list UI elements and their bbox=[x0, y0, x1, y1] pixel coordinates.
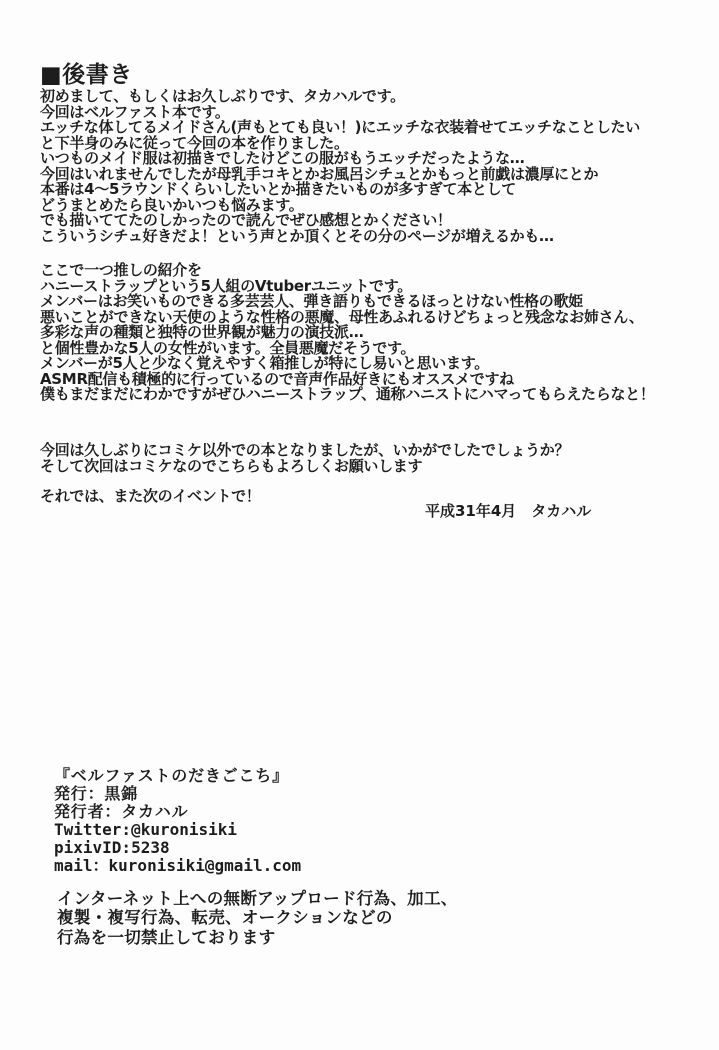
text-line: 初めまして、もしくはお久しぶりです、タカハルです。 bbox=[40, 87, 405, 105]
colophon-block bbox=[54, 767, 301, 875]
book-title: 『ベルファストのだきごこち』 bbox=[54, 766, 289, 785]
date-signature: 平成31年4月 タカハル bbox=[425, 502, 592, 520]
text-line: 今回はいれませんでしたが母乳手コキとかお風呂シチュとかもっと前戯は濃厚にとか bbox=[40, 164, 599, 183]
text-line: でも描いててたのしかったので読んでぜひ感想とかください！ bbox=[40, 211, 452, 229]
text-line: そして次回はコミケなのでこちらもよろしくお願いします bbox=[40, 456, 423, 475]
afterword-paragraph-3-closing-remarks bbox=[40, 443, 569, 474]
text-line: 行為を一切禁止しております bbox=[57, 927, 276, 947]
text-line: いつものメイド服は初描きでしたけどこの服がもうエッチだったような… bbox=[40, 149, 525, 167]
text-line: 本番は4～5ラウンドくらいしたいとか描きたいものが多すぎて本として bbox=[40, 180, 516, 198]
text-line: と個性豊かな5人の女性がいます。全員悪魔だそうです。 bbox=[40, 338, 416, 357]
publisher-line: 発行：黒錦 bbox=[54, 784, 139, 803]
twitter-line: Twitter:@kuronisiki bbox=[54, 820, 238, 839]
text-line: 悪いことができない天使のような性格の悪魔、母性あふれるけどちょっと残念なお姉さん、 bbox=[40, 307, 644, 326]
text-line: エッチな体してるメイドさん(声もとても良い！)にエッチな衣装着せてエッチなことしたい bbox=[40, 118, 640, 136]
text-line: 今回は久しぶりにコミケ以外での本となりましたが、いかがでしたでしょうか？ bbox=[40, 441, 570, 459]
text-line: 多彩な声の種類と独特の世界観が魅力の演技派… bbox=[40, 323, 364, 341]
text-line: メンバーが5人と少なく覚えやすく箱推しが特にし易いと思います。 bbox=[40, 354, 489, 372]
afterword-paragraph-2-vtuber-intro bbox=[40, 263, 655, 403]
text-line: メンバーはお笑いものできる多芸芸人、弾き語りもできるほっとけない性格の歌姫 bbox=[40, 292, 583, 310]
text-line: インターネット上への無断アップロード行為、加工、 bbox=[57, 889, 458, 908]
text-line: ここで一つ推しの紹介を bbox=[40, 261, 202, 279]
page-title: ■後書き bbox=[40, 62, 133, 88]
pixiv-line: pixivID:5238 bbox=[54, 838, 170, 857]
text-line: 僕もまだまだにわかですがぜひハニーストラップ、通称ハニストにハマってもらえたらなと！ bbox=[40, 385, 655, 403]
text-line: 今回はベルファスト本です。 bbox=[40, 102, 230, 121]
text-line: こういうシチュ好きだよ！という声とか頂くとその分のページが増えるかも… bbox=[40, 226, 554, 245]
text-line: ASMR配信も積極的に行っているので音声作品好きにもオススメですね bbox=[40, 369, 514, 388]
text-line: と下半身のみに従って今回の本を作りました。 bbox=[40, 133, 349, 152]
text-line: ハニーストラップという5人組のVtuberユニットです。 bbox=[40, 276, 412, 295]
text-line: 複製・複写行為、転売、オークションなどの bbox=[57, 908, 393, 928]
closing-line: それでは、また次のイベントで！ bbox=[40, 487, 261, 505]
text-line: どうまとめたら良いかいつも悩みます。 bbox=[40, 195, 304, 214]
author-line: 発行者：タカハル bbox=[54, 802, 189, 821]
copyright-disclaimer bbox=[57, 889, 458, 947]
afterword-paragraph-1 bbox=[40, 89, 640, 244]
mail-line: mail：kuronisiki@gmail.com bbox=[54, 856, 302, 875]
